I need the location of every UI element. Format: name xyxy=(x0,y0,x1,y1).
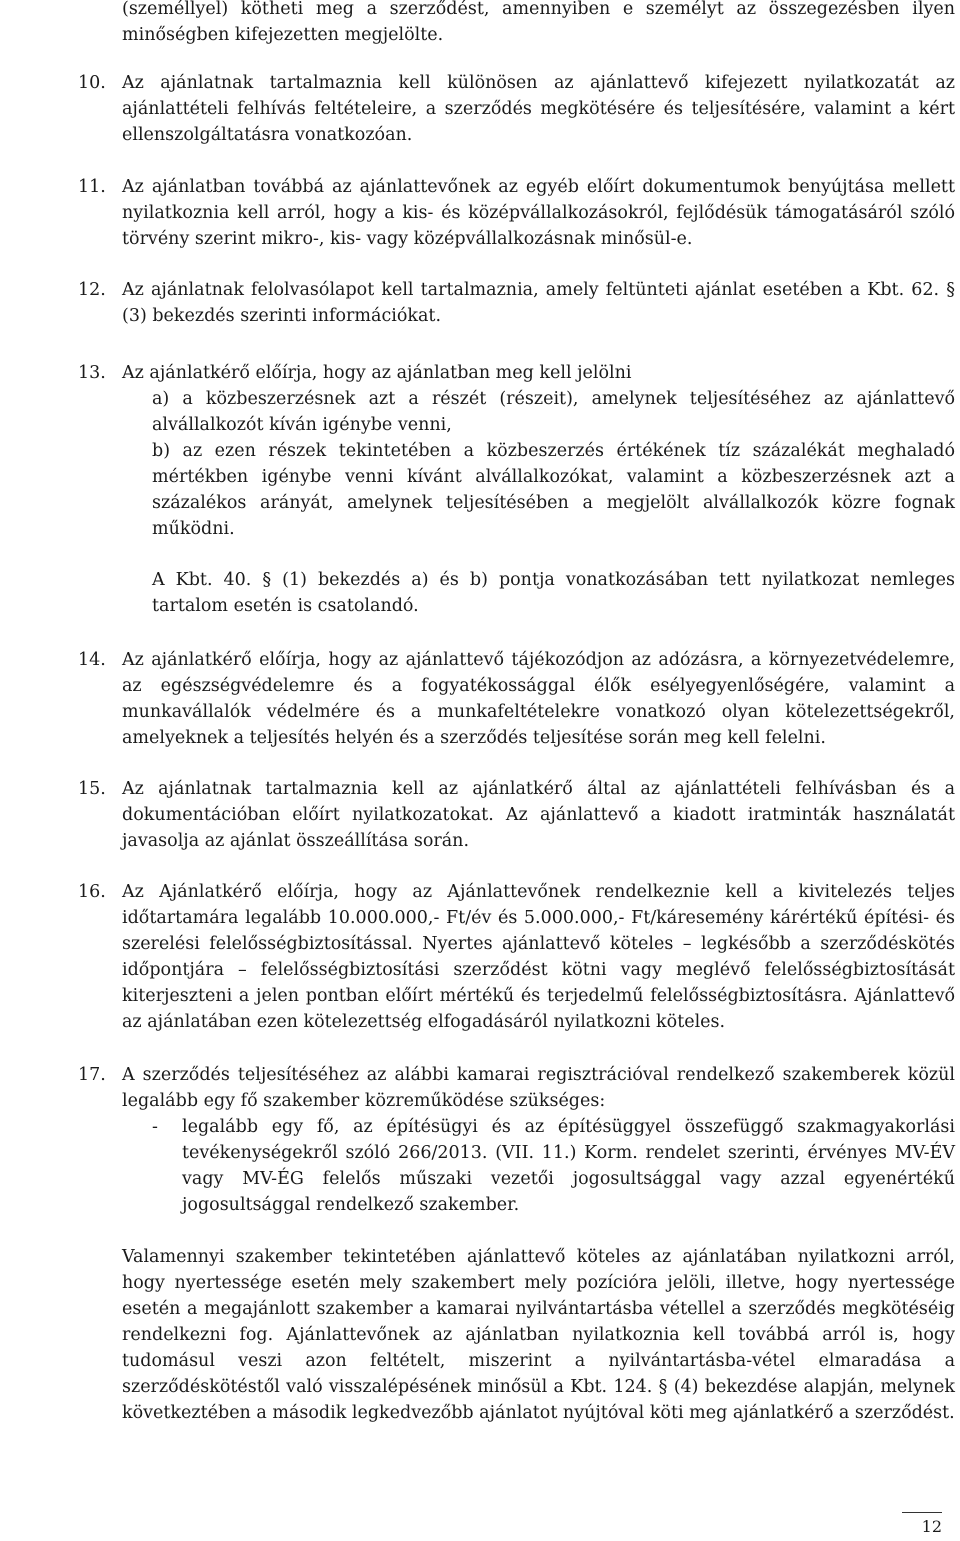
item-number: 12. xyxy=(78,280,106,300)
item-number: 15. xyxy=(78,779,106,799)
item-text: Az ajánlatban továbbá az ajánlattevőnek az egyéb előírt dokumentumok benyújtása mellett nyilatkoznia kell arról, hogy a kis- és középvállalkozásokról, fejlődésük támogatásáról szóló törvény szerint mikro-, kis- vagy középvállalkozásnak minősül-e. xyxy=(122,177,955,249)
item-number: 14. xyxy=(78,650,106,670)
sub-item-b: b) az ezen részek tekintetében a közbeszerzés értékének tíz százalékát meghaladó mértékben igénybe venni kívánt alvállalkozókat, valamint a közbeszerzésnek azt a százalékos arányát, amelynek teljesítésében a megjelölt alvállalkozók közre fognak működni. xyxy=(152,441,955,539)
item-number: 13. xyxy=(78,363,106,383)
item-number: 11. xyxy=(78,177,106,197)
carryover-paragraph: (személlyel) kötheti meg a szerződést, amennyiben e személyt az összegezésben ilyen minőségben kifejezetten megjelölte. xyxy=(122,0,955,45)
sub-item-a: a) a közbeszerzésnek azt a részét (részeit), amelynek teljesítéséhez az ajánlattevő alvállalkozót kíván igénybe venni, xyxy=(152,389,955,435)
item-number: 10. xyxy=(78,73,106,93)
item-text: Az ajánlatkérő előírja, hogy az ajánlattevő tájékozódjon az adózásra, a környezetvédelemre, az egészségvédelemre és a fogyatékossággal élők esélyegyenlőségére, valamint a munkavállalók védelmére és a munkafeltételekre vonatkozó olyan kötelezettségekről, amelyeknek a teljesítés helyén és a szerződés teljesítése során meg kell felelni. xyxy=(122,650,955,748)
bullet-item: legalább egy fő, az építésügyi és az építésüggyel összefüggő szakmagyakorlási tevékenységekről szóló 266/2013. (VII. 11.) Korm. rendelet szerinti, érvényes MV-ÉV vagy MV-ÉG felelős műszaki vezetői jogosultsággal vagy azzal egyenértékű jogosultsággal rendelkező szakember. xyxy=(182,1117,955,1215)
item-text: Az ajánlatnak tartalmaznia kell az ajánlatkérő által az ajánlattételi felhívásban és a dokumentációban előírt nyilatkozatokat. Az ajánlattevő a kiadott iratminták használatát javasolja az ajánlat összeállítása során. xyxy=(122,779,955,851)
closing-paragraph: Valamennyi szakember tekintetében ajánlattevő köteles az ajánlatában nyilatkozni arról, hogy nyertessége esetén mely szakembert mely pozícióra jelöli, illetve, hogy nyertessége esetén a megajánlott szakember a kamarai nyilvántartásba vétellel a szerződés megkötéséig rendelkezni fog. Ajánlattevőnek az ajánlatban nyilatkoznia kell továbbá arról is, hogy tudomásul veszi azon feltételt, miszerint a nyilvántartásba-vétel elmaradása a szerződéskötéstől való visszalépésének minősül a Kbt. 124. § (4) bekezdése alapján, melynek következtében a második legkedvezőbb ajánlatot nyújtóval köti meg ajánlatkérő a szerződést. xyxy=(122,1247,955,1423)
note-paragraph: A Kbt. 40. § (1) bekezdés a) és b) pontja vonatkozásában tett nyilatkozat nemleges tartalom esetén is csatolandó. xyxy=(152,570,955,616)
item-text: Az ajánlatnak felolvasólapot kell tartalmaznia, amely feltünteti ajánlat esetében a Kbt. 62. § (3) bekezdés szerinti információkat. xyxy=(122,280,955,326)
item-text: A szerződés teljesítéséhez az alábbi kamarai regisztrációval rendelkező szakemberek közül legalább egy fő szakember közreműködése szükséges: xyxy=(122,1065,955,1111)
item-text: Az ajánlatnak tartalmaznia kell különösen az ajánlattevő kifejezett nyilatkozatát az ajánlattételi felhívás feltételeire, a szerződés megkötésére és teljesítésére, valamint a kért ellenszolgáltatásra vonatkozóan. xyxy=(122,73,955,145)
page-number: 12 xyxy=(902,1512,942,1536)
item-text: Az Ajánlatkérő előírja, hogy az Ajánlattevőnek rendelkeznie kell a kivitelezés teljes időtartamára legalább 10.000.000,- Ft/év és 5.000.000,- Ft/káresemény kárértékű építési- és szerelési felelősségbiztosítással. Nyertes ajánlattevő köteles – legkésőbb a szerződéskötés időpontjára – felelősségbiztosítási szerződést kötni vagy meglévő felelősségbiztosítását kiterjeszteni a jelen pontban előírt mértékű és terjedelmű felelősségbiztosításra. Ajánlattevő az ajánlatában ezen kötelezettség elfogadásáról nyilatkozni köteles. xyxy=(122,882,955,1032)
bullet-dash: - xyxy=(152,1117,158,1137)
item-number: 16. xyxy=(78,882,106,902)
item-number: 17. xyxy=(78,1065,106,1085)
item-text: Az ajánlatkérő előírja, hogy az ajánlatban meg kell jelölni xyxy=(122,363,632,383)
